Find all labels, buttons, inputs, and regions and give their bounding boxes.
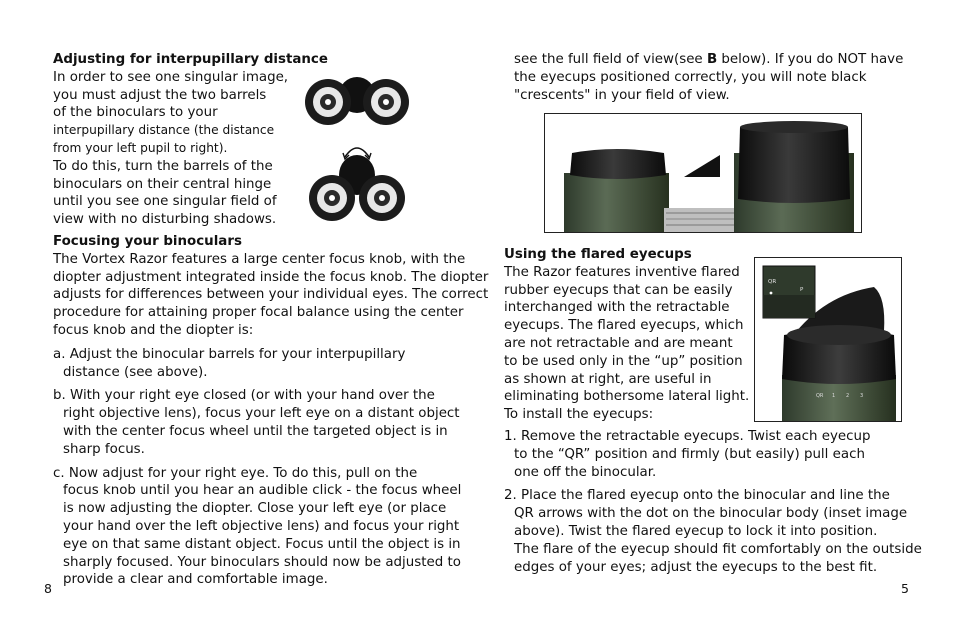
scale-label: 1 [832,393,836,399]
step-line: provide a clear and comfortable image. [63,572,328,588]
focus-heading: Focusing your binoculars [53,234,242,249]
step-line: eye on that same distant object. Focus until the object is in [63,536,461,552]
flared-line: eyecups. The flared eyecups, which [504,318,744,334]
install-steps [504,428,922,576]
flared-line: as shown at right, are useful in [504,371,712,387]
flared-line: To install the eyecups: [504,407,654,423]
flared-line: The Razor features inventive flared [504,264,740,280]
step-line: c. Now adjust for your right eye. To do this, pull on the [53,465,418,481]
step-line: is now adjusting the diopter. Close your left eye (or place [63,501,447,517]
ipd-line: of the binoculars to your [53,105,218,121]
ipd-line: you must adjust the two barrels [53,87,267,103]
step-line: to the “QR” position and firmly (but easily) pull each [514,446,865,462]
focus-line: procedure for attaining proper focal balance using the center [53,305,464,321]
ipd-line: view with no disturbing shadows. [53,212,277,228]
inset-label: QR [768,279,777,285]
step-line: b. With your right eye closed (or with your hand over the [53,388,435,404]
intro-section [514,51,914,104]
install-step-2 [504,487,922,576]
focus-line: adjusts for differences between your individual eyes. The correct [53,287,489,303]
step-line: sharply focused. Your binoculars should now be adjusted to [63,554,461,570]
focus-step-b [53,387,463,458]
step-line: distance (see above). [63,364,208,380]
flared-section [504,246,750,424]
binocular-front-view [300,75,415,225]
eyecup-comparison-photo [544,113,862,233]
focus-step-a [53,346,463,382]
ipd-heading: Adjusting for interpupillary distance [53,52,328,67]
binocular-top-diagram [305,77,409,125]
intro-line: "crescents" in your field of view. [514,87,730,103]
left-page-number: 8 [44,581,52,596]
ipd-line: binoculars on their central hinge [53,176,272,192]
flared-line: are not retractable and are meant [504,335,733,351]
step-line: above). Twist the flared eyecup to lock it into position. [514,523,878,539]
scale-label: 2 [846,393,850,399]
ipd-line: To do this, turn the barrels of the [53,158,273,174]
scale-label: QR [816,393,824,399]
flared-eyecup-photo [754,257,902,422]
install-step-1 [504,428,914,481]
step-line: sharp focus. [63,441,145,457]
right-page-number: 5 [901,581,909,596]
step-line: a. Adjust the binocular barrels for your interpupillary [53,346,406,362]
ipd-section [53,51,328,229]
flared-line: to be used only in the “up” position [504,353,743,369]
flared-line: eliminating bothersome lateral light. [504,389,750,405]
ipd-line: until you see one singular field of [53,194,277,210]
ipd-small-line: from your left pupil to right). [53,140,228,155]
step-line: with the center focus wheel until the targeted object is in [63,423,448,439]
focus-line: diopter adjustment integrated inside the focus knob. The diopter [53,269,489,285]
step-line: focus knob until you hear an audible click - the focus wheel [63,483,462,499]
intro-line: see the full field of view(see B below). If you do NOT have [514,52,904,67]
step-line: 1. Remove the retractable eyecups. Twist each eyecup [504,429,871,444]
step-line: QR arrows with the dot on the binocular body (inset image [514,506,908,522]
ipd-line: In order to see one singular image, [53,69,289,85]
step-line: your hand over the left objective lens) and focus your right [63,518,460,534]
binocular-bottom-diagram [309,155,405,221]
inset-detail [763,266,815,318]
focus-line: focus knob and the diopter is: [53,322,254,338]
step-line: 2. Place the flared eyecup onto the binocular and line the [504,488,890,504]
step-line: edges of your eyes; adjust the eyecups to the best fit. [514,559,878,575]
step-line: one off the binocular. [514,464,657,480]
intro-line: the eyecups positioned correctly, you will note black [514,69,867,85]
focus-section [53,233,489,589]
focus-step-c [53,465,463,590]
flared-line: rubber eyecups that can be easily [504,282,733,298]
scale-label: 3 [860,393,864,399]
ipd-small-line: interpupillary distance (the distance [53,123,275,138]
flared-line: interchanged with the retractable [504,300,730,316]
flared-heading: Using the flared eyecups [504,247,692,262]
step-line: The flare of the eyecup should fit comfortably on the outside [514,541,922,557]
focus-line: The Vortex Razor features a large center focus knob, with the [53,251,466,267]
step-line: right objective lens), focus your left eye on a distant object [63,406,460,422]
inset-label: P [800,287,804,293]
